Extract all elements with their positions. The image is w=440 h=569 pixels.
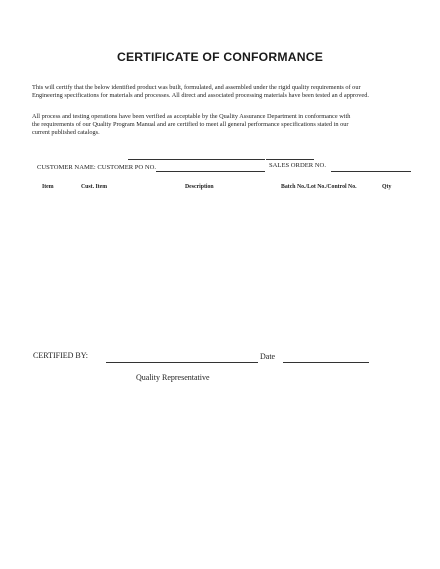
customer-po-field-line[interactable] (156, 171, 265, 172)
certified-by-label: CERTIFIED BY: (33, 351, 89, 360)
column-header-batch-lot-control: Batch No./Lot No./Control No. (281, 184, 357, 190)
column-header-qty: Qty (382, 184, 392, 190)
document-title: CERTIFICATE OF CONFORMANCE (116, 50, 324, 64)
certification-paragraph-line-1: This will certify that the below identified product was built, formulated, and assembled under the rigid quality requirements of our (32, 84, 361, 91)
certified-by-signature-line[interactable] (106, 362, 258, 363)
verification-paragraph-line-3: current published catalogs. (32, 129, 100, 136)
column-header-cust-item: Cust. Item (81, 184, 108, 190)
sales-order-field-line[interactable] (331, 171, 411, 172)
verification-paragraph-line-2: the requirements of our Quality Program Manual and are certified to meet all general performance specifications stated in our (32, 121, 349, 128)
customer-name-label: CUSTOMER NAME: CUSTOMER PO NO. (37, 164, 157, 171)
date-label: Date (260, 352, 276, 361)
quality-representative-label: Quality Representative (136, 373, 210, 382)
column-header-item: Item (42, 184, 54, 190)
verification-paragraph-line-1: All process and testing operations have been verified as acceptable by the Quality Assurance Department in conformance with (32, 113, 351, 120)
customer-name-upper-line (128, 159, 265, 160)
sales-order-label: SALES ORDER NO. (269, 162, 326, 169)
column-header-description: Description (185, 184, 214, 190)
certification-paragraph-line-2: Engineering specifications for materials and processes. All direct and associated processing materials have been tested an d approved. (32, 92, 369, 99)
date-field-line[interactable] (283, 362, 369, 363)
sales-order-upper-line (266, 159, 314, 160)
